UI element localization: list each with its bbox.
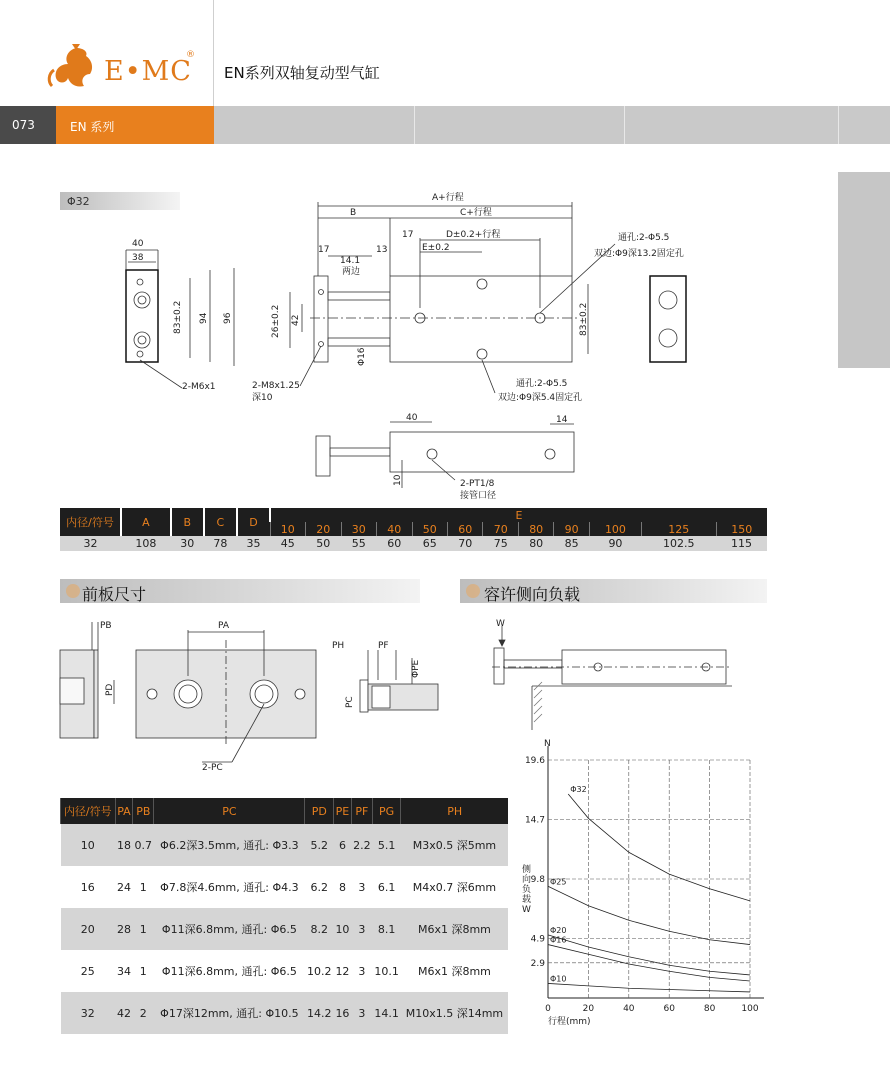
chart-series-label: Φ25 xyxy=(550,877,567,887)
cell-e: 60 xyxy=(377,536,412,551)
cell: 1 xyxy=(139,880,147,894)
chart-y-tick-label: 14.7 xyxy=(524,815,545,826)
note-top-through: 通孔:2-Φ5.5 xyxy=(618,233,670,243)
stroke-70: 70 xyxy=(483,522,518,536)
company-logo-icon xyxy=(46,40,106,96)
port-note-sub: 接管口径 xyxy=(460,491,497,501)
dim-c-stroke: C+行程 xyxy=(460,208,492,218)
col-pd: PD xyxy=(305,798,334,824)
dim-14-lower: 14 xyxy=(556,415,568,425)
cell: 12 xyxy=(335,964,350,978)
cell: 14.2 xyxy=(305,992,334,1034)
dim-e: E±0.2 xyxy=(422,243,450,253)
cell-e: 65 xyxy=(412,536,447,551)
label-phi-pe: ΦPE xyxy=(411,659,421,678)
cell: M6x1 深8mm xyxy=(401,908,508,950)
label-pd: PD xyxy=(105,683,115,696)
dim-42: 42 xyxy=(291,314,301,326)
cell: M6x1 深8mm xyxy=(417,965,491,978)
dim-d-stroke: D±0.2+行程 xyxy=(446,230,501,240)
section-front-title: 前板尺寸 xyxy=(82,585,147,604)
cell-e: 80 xyxy=(518,536,553,551)
cell: 2.2 xyxy=(351,824,372,866)
side-tab xyxy=(838,172,890,368)
lower-plate xyxy=(316,436,330,476)
note-depth10: 深10 xyxy=(252,393,273,403)
dim-83-left: 83±0.2 xyxy=(173,300,183,334)
chart-series-label: Φ10 xyxy=(550,974,567,984)
chart-series-label: Φ20 xyxy=(550,925,567,935)
chart-y-tick-label: 19.6 xyxy=(524,756,545,766)
chart-x-tick-label: 40 xyxy=(623,1004,635,1014)
table-row xyxy=(61,908,509,950)
section-load-icon xyxy=(466,584,480,598)
cell-a: 108 xyxy=(121,536,171,551)
chart-y-tick-label: 9.8 xyxy=(530,875,545,885)
col-pe: PE xyxy=(334,798,352,824)
dim-96: 96 xyxy=(223,312,233,324)
lower-body xyxy=(390,432,574,472)
series-label: EN 系列 xyxy=(70,120,115,134)
stroke-30: 30 xyxy=(341,522,376,536)
cell: 0.7 xyxy=(133,824,154,866)
cell: 6.2 xyxy=(310,880,328,894)
cell: 14.1 xyxy=(372,992,401,1034)
chart-series-line xyxy=(548,983,750,992)
label-ph: PH xyxy=(332,641,345,651)
spec-col-a: A xyxy=(121,508,171,536)
cell: 10 xyxy=(61,824,116,866)
chart-unit-label: N xyxy=(544,739,551,749)
cell: 1 xyxy=(133,908,154,950)
spec-col-d: D xyxy=(237,508,270,536)
note-m6: 2-M6x1 xyxy=(182,382,216,392)
stroke-90: 90 xyxy=(554,522,589,536)
side-load-chart xyxy=(514,736,774,1028)
chart-x-tick-label: 0 xyxy=(545,1004,551,1014)
cell: M10x1.5 深14mm xyxy=(401,992,508,1034)
cell-e: 75 xyxy=(483,536,518,551)
company-logo-text: E•MC xyxy=(104,56,192,87)
cell: 28 xyxy=(115,908,133,950)
chart-series-label: Φ32 xyxy=(570,785,587,794)
chart-series-line xyxy=(568,794,750,901)
col-pf: PF xyxy=(351,798,372,824)
band-separator xyxy=(838,106,839,144)
note-bottom-through: 通孔:2-Φ5.5 xyxy=(516,379,568,389)
cell: Φ11深6.8mm, 通孔: Φ6.5 xyxy=(161,965,297,978)
dim-10: 10 xyxy=(393,474,403,486)
cell: 5.1 xyxy=(372,824,401,866)
cell: M3x0.5 深5mm xyxy=(401,824,508,866)
page-number: 073 xyxy=(12,118,35,132)
cell: 34 xyxy=(116,964,131,978)
cylinder-drawing xyxy=(110,188,710,503)
cell: Φ6.2深3.5mm, 通孔: Φ3.3 xyxy=(154,824,305,866)
dim-83-right: 83±0.2 xyxy=(579,302,589,336)
chart-plot-area xyxy=(525,746,764,1014)
header-divider xyxy=(213,0,214,106)
port-note: 2-PT1/8 xyxy=(460,479,495,489)
cell-c: 78 xyxy=(204,536,237,551)
cell: 25 xyxy=(80,964,95,978)
spec-table xyxy=(60,508,767,551)
chart-y-tick-label: 2.9 xyxy=(530,958,545,969)
label-pb: PB xyxy=(100,621,112,631)
cell: Φ17深12mm, 通孔: Φ10.5 xyxy=(154,992,305,1034)
dim-94: 94 xyxy=(199,312,209,324)
dim-13: 13 xyxy=(376,245,388,255)
cell: 6.1 xyxy=(377,880,396,894)
band-separator xyxy=(624,106,625,144)
cell: 16 xyxy=(334,992,352,1034)
stroke-50: 50 xyxy=(412,522,447,536)
cell: 3 xyxy=(358,964,366,978)
chart-y-tick-label: 4.9 xyxy=(530,934,545,945)
cell: 32 xyxy=(61,992,116,1034)
spec-col-c: C xyxy=(204,508,237,536)
chart-y-label: 侧向负载 W xyxy=(522,865,532,915)
table-row xyxy=(61,866,509,908)
dim-14-1: 14.1 xyxy=(340,256,361,266)
cell-d: 35 xyxy=(237,536,270,551)
stroke-150: 150 xyxy=(716,522,767,536)
label-pf: PF xyxy=(378,641,389,651)
label-2pc: 2-PC xyxy=(202,763,223,773)
chart-x-tick-label: 20 xyxy=(582,1004,595,1014)
cell: 42 xyxy=(115,992,133,1034)
cell: 3 xyxy=(351,908,372,950)
col-bore: 内径/符号 xyxy=(61,798,116,824)
col-pg: PG xyxy=(372,798,401,824)
stroke-125: 125 xyxy=(641,522,716,536)
cell-e: 85 xyxy=(554,536,589,551)
stroke-40: 40 xyxy=(377,522,412,536)
chart-series-line xyxy=(548,886,750,944)
col-pc: PC xyxy=(154,798,305,824)
table-row xyxy=(61,950,509,992)
bore-label: Φ32 xyxy=(67,195,90,208)
front-plate xyxy=(314,276,328,362)
spec-col-e: E xyxy=(270,508,767,522)
note-top-counterbore: 双边:Φ9深13.2固定孔 xyxy=(594,249,684,259)
chart-series-label: Φ16 xyxy=(550,935,567,945)
cell: 3 xyxy=(351,992,372,1034)
cell: 24 xyxy=(116,880,131,894)
cell: 10.1 xyxy=(374,964,399,978)
cell: 16 xyxy=(80,880,95,894)
cell: 1 xyxy=(139,964,147,978)
cell-e: 50 xyxy=(306,536,341,551)
cell-e: 115 xyxy=(716,536,767,551)
cell: 5.2 xyxy=(305,824,334,866)
col-pb: PB xyxy=(133,798,154,824)
cell: 10.2 xyxy=(307,964,332,978)
cell: 8 xyxy=(338,880,346,894)
section-load-title: 容许侧向负载 xyxy=(484,585,581,604)
cell: 8.1 xyxy=(372,908,401,950)
band-separator xyxy=(414,106,415,144)
end-view-right xyxy=(650,276,686,362)
label-pc: PC xyxy=(345,696,355,708)
cell-b: 30 xyxy=(171,536,204,551)
stroke-60: 60 xyxy=(447,522,482,536)
dim-both-sides: 两边 xyxy=(342,267,361,277)
dim-b: B xyxy=(350,208,357,218)
dim-phi16: Φ16 xyxy=(357,347,367,366)
side-load-illustration xyxy=(488,618,748,734)
stroke-10: 10 xyxy=(270,522,305,536)
dim-a-stroke: A+行程 xyxy=(432,193,464,203)
cell: Φ11深6.8mm, 通孔: Φ6.5 xyxy=(154,908,305,950)
stroke-20: 20 xyxy=(306,522,341,536)
dim-17a: 17 xyxy=(318,245,330,255)
table-row xyxy=(60,536,767,551)
cell-e: 90 xyxy=(589,536,641,551)
cell: 8.2 xyxy=(305,908,334,950)
cell: 6 xyxy=(334,824,352,866)
col-pa: PA xyxy=(115,798,133,824)
front-plate-table xyxy=(60,798,508,1034)
cell-e: 55 xyxy=(341,536,376,551)
front-plate-drawing xyxy=(56,614,446,774)
cell-bore: 32 xyxy=(60,536,121,551)
section-front-icon xyxy=(66,584,80,598)
load-w-label: W xyxy=(496,619,505,629)
cell: M4x0.7 深6mm xyxy=(412,881,497,894)
cell-e: 70 xyxy=(447,536,482,551)
dim-40-lower: 40 xyxy=(406,413,418,423)
cell-e: 102.5 xyxy=(641,536,716,551)
table-row xyxy=(61,824,509,866)
cell: 10 xyxy=(334,908,352,950)
chart-x-tick-label: 80 xyxy=(703,1004,716,1014)
cell: Φ7.8深4.6mm, 通孔: Φ4.3 xyxy=(160,881,299,894)
cell-e: 45 xyxy=(270,536,305,551)
cell: 20 xyxy=(61,908,116,950)
stroke-80: 80 xyxy=(518,522,553,536)
spec-col-bore: 内径/符号 xyxy=(60,508,121,536)
cell: 3 xyxy=(358,880,366,894)
cell: 2 xyxy=(133,992,154,1034)
chart-x-tick-label: 100 xyxy=(741,1004,759,1014)
dim-26: 26±0.2 xyxy=(271,304,281,338)
table-row xyxy=(61,992,509,1034)
label-pa: PA xyxy=(218,621,230,631)
spec-col-b: B xyxy=(171,508,204,536)
header-band xyxy=(214,106,890,144)
page-title: EN系列双轴复动型气缸 xyxy=(224,64,380,82)
dim-40: 40 xyxy=(132,239,144,249)
registered-mark: ® xyxy=(186,50,195,60)
dim-17b: 17 xyxy=(402,230,414,240)
cell: 18 xyxy=(115,824,133,866)
chart-x-tick-label: 60 xyxy=(663,1004,675,1014)
dim-38: 38 xyxy=(132,253,144,263)
note-bottom-counterbore: 双边:Φ9深5.4固定孔 xyxy=(498,393,583,403)
chart-x-label: 行程(mm) xyxy=(548,1017,591,1027)
col-ph: PH xyxy=(401,798,508,824)
stroke-100: 100 xyxy=(589,522,641,536)
note-m8: 2-M8x1.25 xyxy=(252,381,300,391)
